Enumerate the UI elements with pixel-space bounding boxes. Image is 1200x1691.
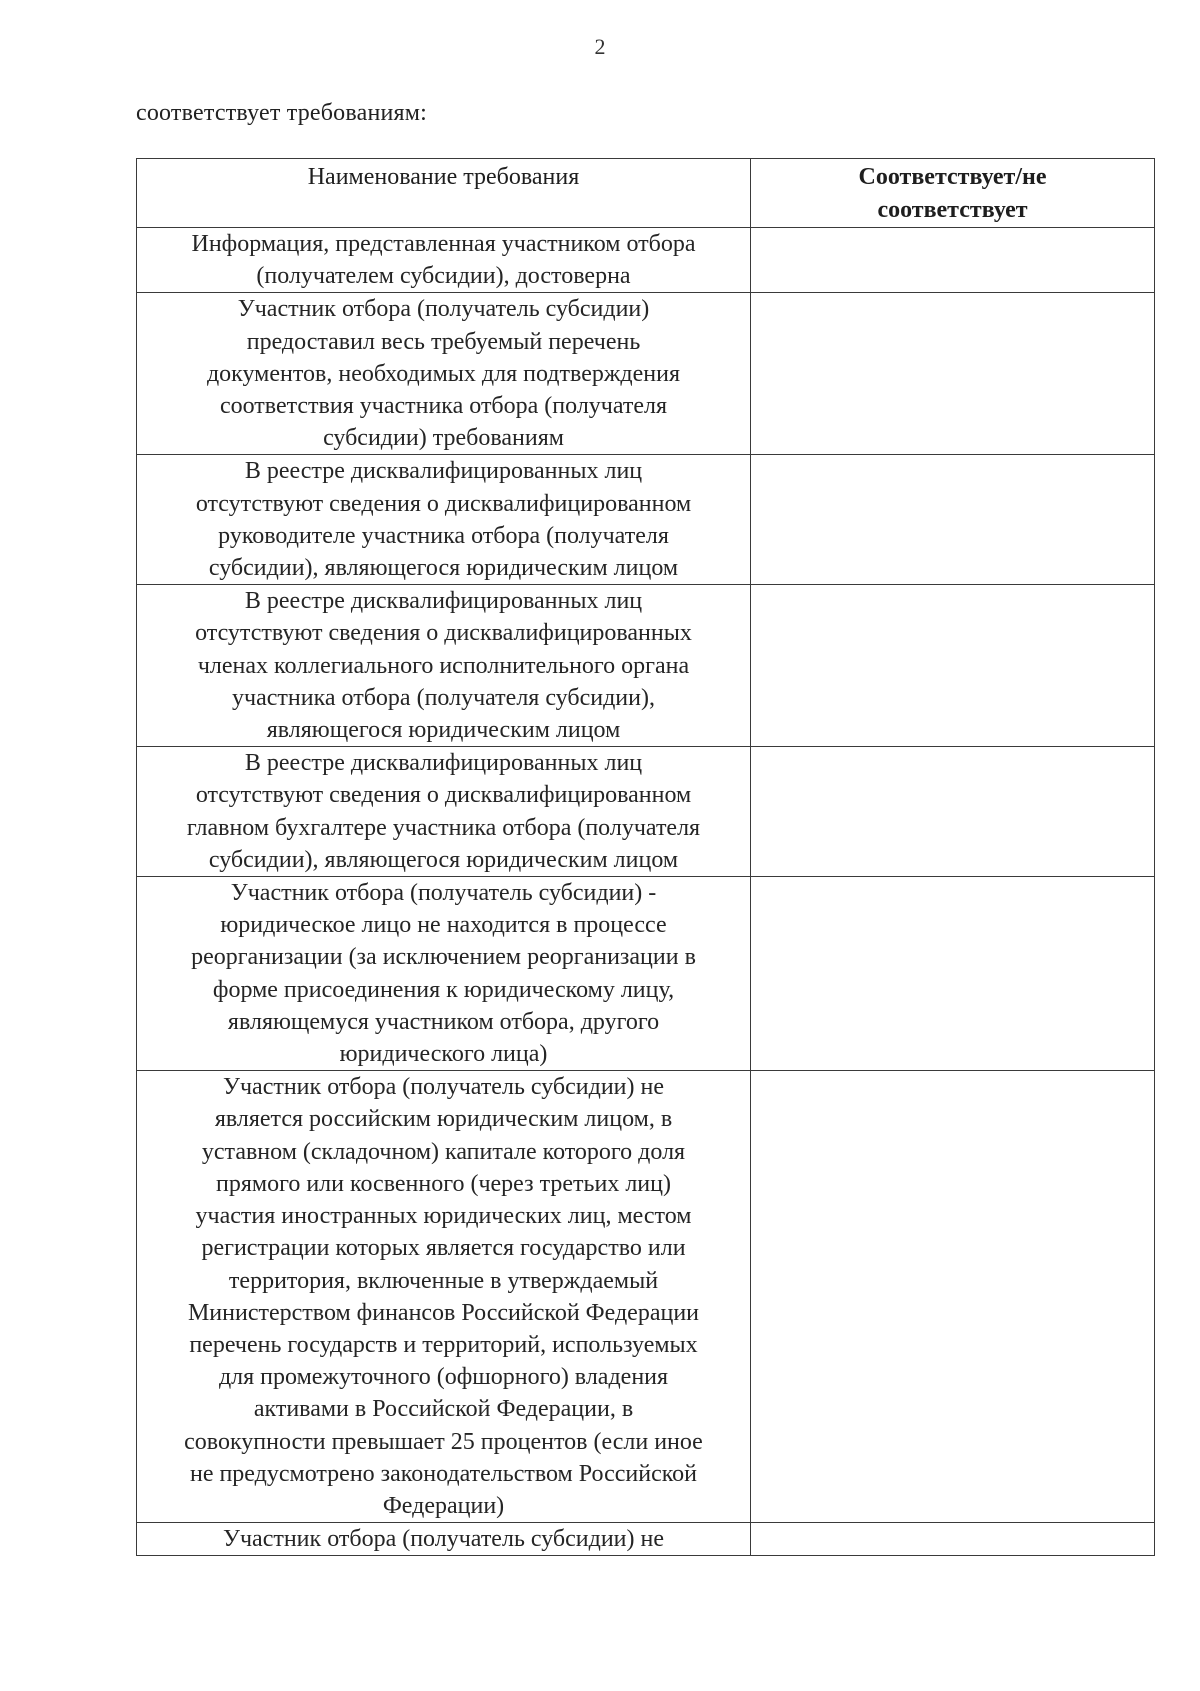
requirement-cell: В реестре дисквалифицированных лиц отсутствуют сведения о дисквалифицированных членах коллегиального исполнительного органа участника отбора (получателя субсидии), являющегося юридическим лицом — [137, 585, 751, 747]
status-cell[interactable] — [751, 1523, 1155, 1556]
table-row — [137, 585, 1155, 747]
table-row — [137, 1071, 1155, 1523]
table-row — [137, 293, 1155, 455]
status-cell[interactable] — [751, 293, 1155, 455]
status-cell[interactable] — [751, 877, 1155, 1071]
table-row — [137, 1523, 1155, 1556]
requirement-cell: В реестре дисквалифицированных лиц отсутствуют сведения о дисквалифицированном главном бухгалтере участника отбора (получателя субсидии), являющегося юридическим лицом — [137, 747, 751, 877]
requirement-cell: Участник отбора (получатель субсидии) - юридическое лицо не находится в процессе реорганизации (за исключением реорганизации в форме присоединения к юридическому лицу, являющемуся участником отбора, другого юридического лица) — [137, 877, 751, 1071]
intro-text: соответствует требованиям: — [136, 100, 428, 126]
status-cell[interactable] — [751, 1071, 1155, 1523]
status-cell[interactable] — [751, 585, 1155, 747]
header-requirement: Наименование требования — [137, 159, 751, 228]
table-row — [137, 877, 1155, 1071]
table-row — [137, 228, 1155, 293]
requirement-cell: В реестре дисквалифицированных лиц отсутствуют сведения о дисквалифицированном руководителе участника отбора (получателя субсидии), являющегося юридическим лицом — [137, 455, 751, 585]
requirement-cell: Информация, представленная участником отбора (получателем субсидии), достоверна — [137, 228, 751, 293]
status-cell[interactable] — [751, 228, 1155, 293]
status-cell[interactable] — [751, 455, 1155, 585]
header-status: Соответствует/не соответствует — [751, 159, 1155, 228]
page-number: 2 — [594, 34, 606, 59]
status-cell[interactable] — [751, 747, 1155, 877]
table-row — [137, 455, 1155, 585]
requirement-cell: Участник отбора (получатель субсидии) предоставил весь требуемый перечень документов, необходимых для подтверждения соответствия участника отбора (получателя субсидии) требованиям — [137, 293, 751, 455]
table-header-row — [137, 159, 1155, 228]
table-row — [137, 747, 1155, 877]
requirement-cell: Участник отбора (получатель субсидии) не является российским юридическим лицом, в уставном (складочном) капитале которого доля прямого или косвенного (через третьих лиц) участия иностранных юридических лиц, местом регистрации которых является государство или территория, включенные в утверждаемый Министерством финансов Российской Федерации перечень государств и территорий, используемых для промежуточного (офшорного) владения активами в Российской Федерации, в совокупности превышает 25 процентов (если иное не предусмотрено законодательством Российской Федерации) — [137, 1071, 751, 1523]
requirement-cell: Участник отбора (получатель субсидии) не — [137, 1523, 751, 1556]
requirements-table — [136, 158, 1155, 1556]
